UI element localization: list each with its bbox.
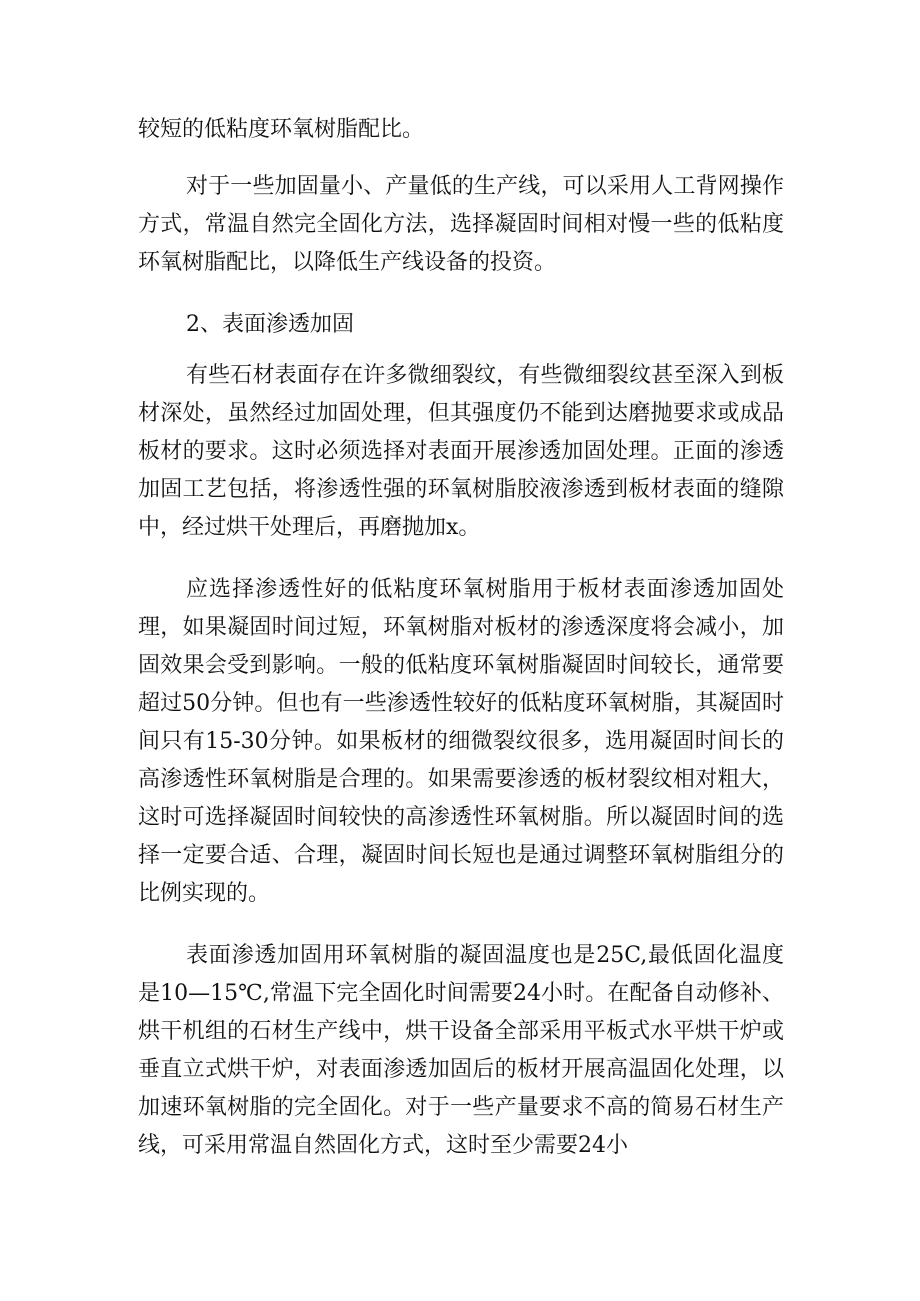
- paragraph-continuation: 较短的低粘度环氧树脂配比。: [138, 117, 425, 142]
- paragraph-curing-temperature: 表面渗透加固用环氧树脂的凝固温度也是25C,最低固化温度是10—15℃,常温下完全固化时间需要24小时。在配备自动修补、烘干机组的石材生产线中，烘干设备全部采用平板式水平烘干炉或垂直立式烘干炉，对表面渗透加固后的板材开展高温固化处理，以加速环氧树脂的完全固化。对于一些产量要求不高的简易石材生产线，可采用常温自然固化方式，这时至少需要24小: [138, 943, 784, 1158]
- section-heading: 2、表面渗透加固: [186, 312, 354, 337]
- paragraph-resin-selection: 应选择渗透性好的低粘度环氧树脂用于板材表面渗透加固处理，如果凝固时间过短，环氧树脂对板材的渗透深度将会减小，加固效果会受到影响。一般的低粘度环氧树脂凝固时间较长，通常要超过50分钟。但也有一些渗透性较好的低粘度环氧树脂，其凝固时间只有15-30分钟。如果板材的细微裂纹很多，选用凝固时间长的高渗透性环氧树脂是合理的。如果需要渗透的板材裂纹相对粗大，这时可选择凝固时间较快的高渗透性环氧树脂。所以凝固时间的选择一定要合适、合理，凝固时间长短也是通过调整环氧树脂组分的比例实现的。: [138, 577, 784, 906]
- paragraph-manual-curing: 对于一些加固量小、产量低的生产线，可以采用人工背网操作方式，常温自然完全固化方法，选择凝固时间相对慢一些的低粘度环氧树脂配比，以降低生产线设备的投资。: [138, 174, 784, 275]
- paragraph-surface-cracks: 有些石材表面存在许多微细裂纹，有些微细裂纹甚至深入到板材深处，虽然经过加固处理，但其强度仍不能到达磨抛要求或成品板材的要求。这时必须选择对表面开展渗透加固处理。正面的渗透加固工艺包括，将渗透性强的环氧树脂胶液渗透到板材表面的缝隙中，经过烘干处理后，再磨抛加x。: [138, 363, 784, 540]
